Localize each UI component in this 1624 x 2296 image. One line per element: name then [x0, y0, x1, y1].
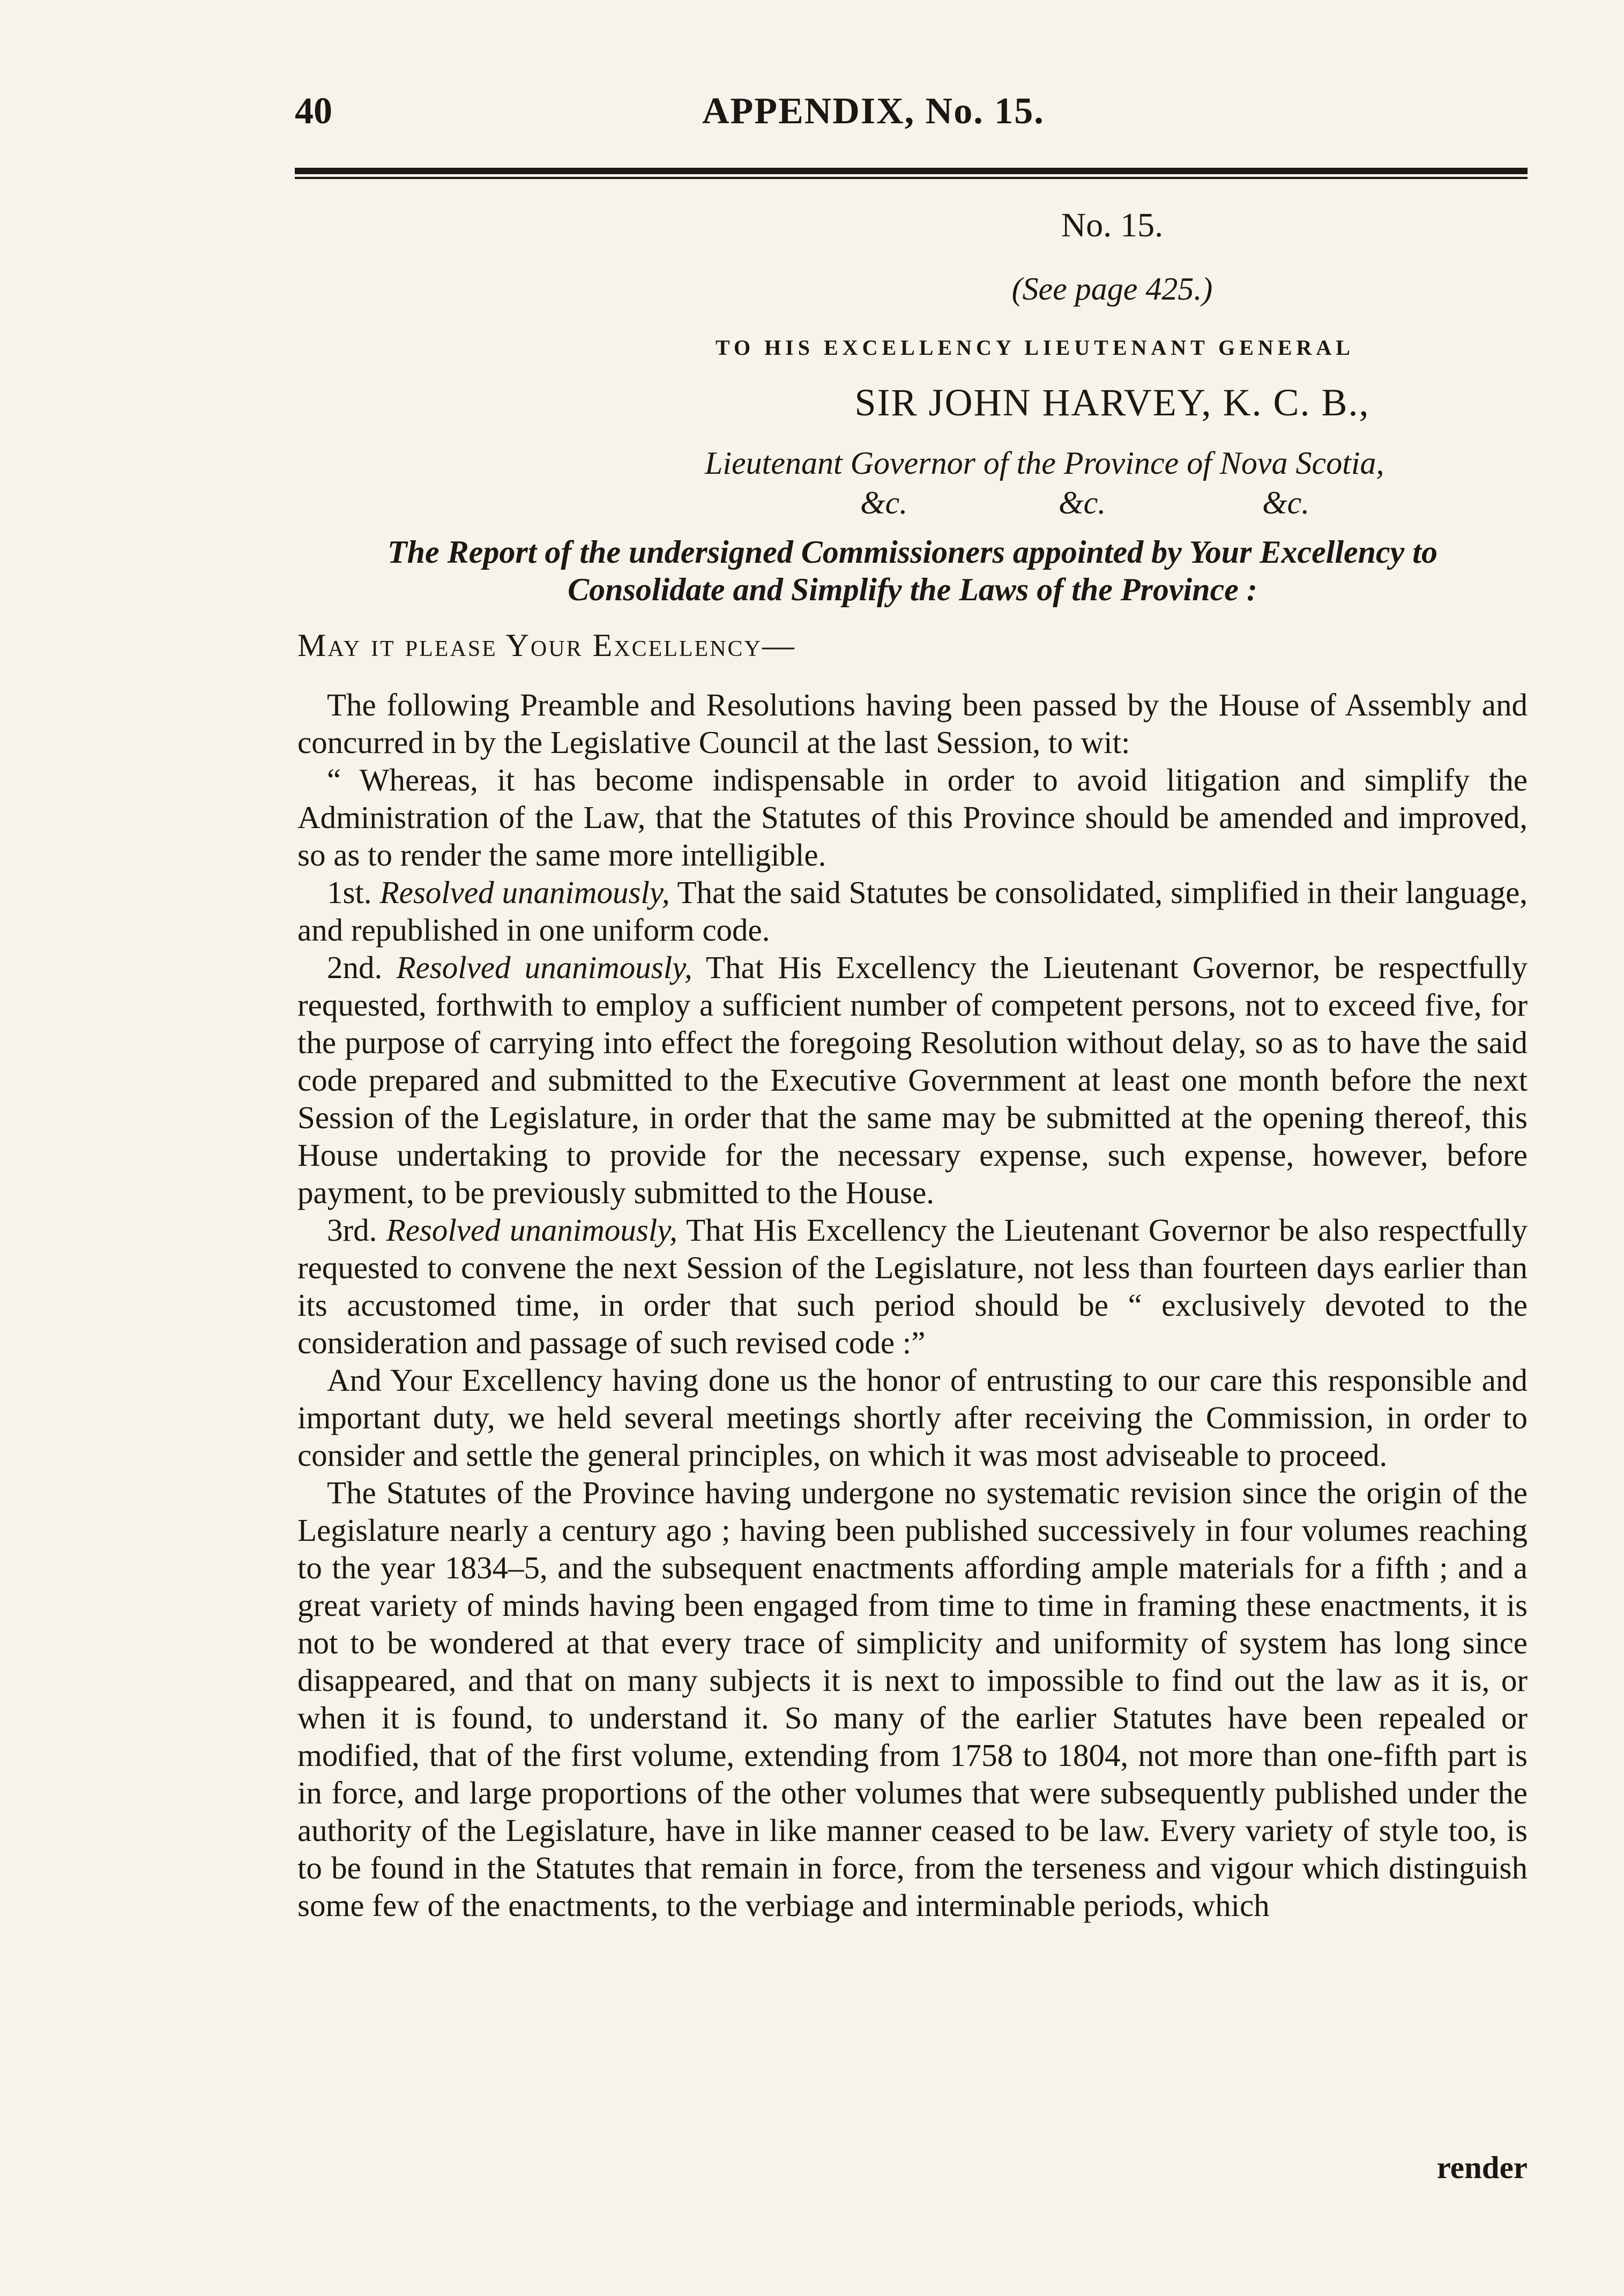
- header-rule-thick: [295, 168, 1528, 174]
- address-line: TO HIS EXCELLENCY LIEUTENANT GENERAL: [716, 336, 1354, 360]
- report-title-line-1: The Report of the undersigned Commissioners appointed by Your Excellency to: [388, 534, 1437, 570]
- etc-row: [860, 484, 1343, 522]
- see-page-reference: (See page 425.): [1011, 271, 1213, 307]
- salutation: May it please Your Excellency—: [297, 628, 796, 663]
- addressee-name: SIR JOHN HARVEY, K. C. B.,: [854, 381, 1370, 424]
- running-head: [295, 90, 1528, 138]
- paragraph-statutes: The Statutes of the Province having undergone no systematic revision since the origin of the Legislature nearly a century ago ; having been published successively in four volumes reaching to the year 1834–5, and the subsequent enactments affording ample materials for a fifth ; and a great variety of minds having been engaged from time to time in framing these enactments, it is not to be wondered at that every trace of simplicity and uniformity of system has long since disappeared, and that on many subjects it is next to impossible to find out the law as it is, or when it is found, to understand it. So many of the earlier Statutes have been repealed or modified, that of the first volume, extending from 1758 to 1804, not more than one-fifth part is in force, and large proportions of the other volumes that were subsequently published under the authority of the Legislature, have in like manner ceased to be law. Every variety of style too, is to be found in the Statutes that remain in force, from the terseness and vigour which distinguish some few of the enactments, to the verbiage and interminable periods, which: [297, 1475, 1528, 1923]
- report-title-line-2: Consolidate and Simplify the Laws of the Province :: [568, 572, 1257, 607]
- paragraph-resolution-1: 1st. Resolved unanimously, That the said Statutes be consolidated, simplified in their language, and republished in one uniform code.: [297, 875, 1528, 948]
- addressee-title: Lieutenant Governor of the Province of Nova Scotia,: [705, 445, 1384, 481]
- header-rule-thin: [295, 177, 1528, 179]
- resolved-italic: Resolved unanimously,: [379, 875, 670, 910]
- resolved-italic: Resolved unanimously,: [396, 950, 692, 985]
- document-number: No. 15.: [1061, 206, 1164, 244]
- page-number: 40: [295, 91, 332, 132]
- paragraph-resolution-2: 2nd. Resolved unanimously, That His Excellency the Lieutenant Governor, be respectfully requested, forthwith to employ a sufficient number of competent persons, not to exceed five, for the purpose of carrying into effect the foregoing Resolution without delay, so as to have the said code prepared and submitted to the Executive Government at least one month before the next Session of the Legislature, in order that the same may be submitted at the opening thereof, this House undertaking to provide for the necessary expense, such expense, however, before payment, to be previously submitted to the House.: [297, 950, 1528, 1210]
- etc-3: &c.: [1262, 485, 1310, 520]
- resolved-italic: Resolved unanimously,: [386, 1212, 677, 1248]
- body-text: [297, 686, 1528, 1924]
- etc-1: &c.: [860, 485, 908, 520]
- running-title: APPENDIX, No. 15.: [702, 91, 1045, 132]
- paragraph-preamble: The following Preamble and Resolutions having been passed by the House of Assembly and concurred in by the Legislative Council at the last Session, to wit:: [297, 687, 1528, 760]
- report-title: [297, 533, 1528, 608]
- paragraph-whereas: “ Whereas, it has become indispensable in order to avoid litigation and simplify the Administration of the Law, that the Statutes of this Province should be amended and improved, so as to render the same more intelligible.: [297, 762, 1528, 873]
- etc-2: &c.: [1059, 485, 1106, 520]
- paragraph-resolution-3: 3rd. Resolved unanimously, That His Excellency the Lieutenant Governor be also respectfully requested to convene the next Session of the Legislature, not less than fourteen days earlier than its accustomed time, in order that such period should be “ exclusively devoted to the consideration and passage of such revised code :”: [297, 1212, 1528, 1360]
- paragraph-commission: And Your Excellency having done us the honor of entrusting to our care this responsible and important duty, we held several meetings shortly after receiving the Commission, in order to consider and settle the general principles, on which it was most adviseable to proceed.: [297, 1362, 1528, 1473]
- catchword: render: [1436, 2150, 1528, 2185]
